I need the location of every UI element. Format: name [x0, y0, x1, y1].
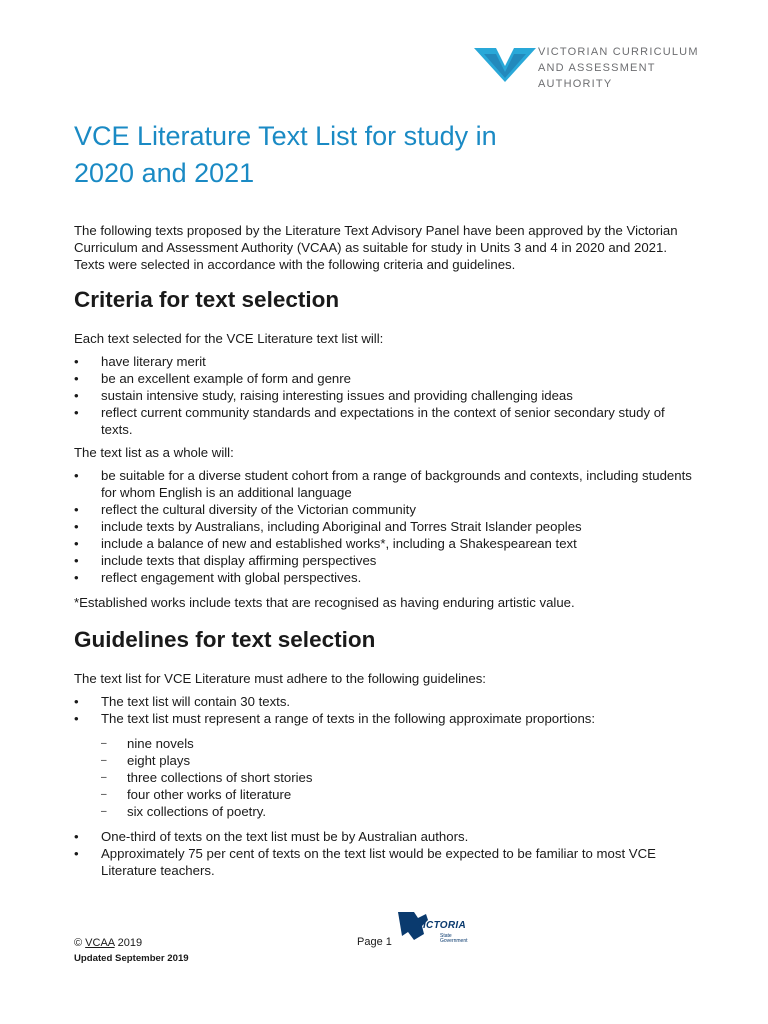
list-item: • be suitable for a diverse student cohort from a range of backgrounds and contexts, including students for whom English is an additional language [74, 467, 698, 501]
proportions-list [101, 735, 698, 820]
list-item: • include a balance of new and established works*, including a Shakespearean text [74, 535, 698, 552]
copyright-symbol: © [74, 937, 83, 949]
list-item: – six collections of poetry. [101, 803, 698, 820]
victoria-logo-sub-line1: State [440, 933, 452, 939]
established-works-note: *Established works include texts that are recognised as having enduring artistic value. [74, 595, 575, 610]
copyright-year: 2019 [117, 937, 143, 949]
criteria-list-1 [74, 353, 698, 438]
document-body [74, 222, 698, 885]
list-item: • have literary merit [74, 353, 698, 370]
guidelines-list-b [74, 828, 698, 879]
list-item: – four other works of literature [101, 786, 698, 803]
list-item: • sustain intensive study, raising interesting issues and providing challenging ideas [74, 387, 698, 404]
page-title [74, 118, 694, 192]
criteria-lead-1: Each text selected for the VCE Literature text list will: [74, 331, 384, 346]
victoria-logo-subtext [440, 934, 468, 944]
intro-paragraph: The following texts proposed by the Literature Text Advisory Panel have been approved by the Victorian Curriculum and Assessment Authority (VCAA) as suitable for study in Units 3 and 4 in 2020 and 2021. Texts were selected in accordance with the following criteria and guidelines. [74, 223, 678, 272]
list-item: • reflect current community standards and expectations in the context of senior secondary study of texts. [74, 404, 698, 438]
list-item: – nine novels [101, 735, 698, 752]
page-number: Page 1 [357, 936, 392, 948]
criteria-lead-2: The text list as a whole will: [74, 445, 234, 460]
list-item: – eight plays [101, 752, 698, 769]
list-item: • reflect engagement with global perspectives. [74, 569, 698, 586]
updated-date: Updated September 2019 [74, 953, 189, 964]
criteria-list-2 [74, 467, 698, 586]
guidelines-lead: The text list for VCE Literature must adhere to the following guidelines: [74, 671, 486, 686]
criteria-heading: Criteria for text selection [74, 287, 340, 312]
list-item: • The text list must represent a range of texts in the following approximate proportions: [74, 710, 698, 727]
vcaa-chevron-icon [474, 44, 536, 84]
list-item: • One-third of texts on the text list must be by Australian authors. [74, 828, 698, 845]
victoria-logo-text: VICTORIA [416, 920, 466, 931]
page-title-line1: VCE Literature Text List for study in [74, 121, 497, 151]
list-item: • include texts that display affirming perspectives [74, 552, 698, 569]
list-item: • Approximately 75 per cent of texts on the text list would be expected to be familiar to most VCE Literature teachers. [74, 845, 698, 879]
org-name-line1: VICTORIAN CURRICULUM [538, 46, 699, 58]
list-item: • The text list will contain 30 texts. [74, 693, 698, 710]
guidelines-list-a [74, 693, 698, 727]
vcaa-wordmark [538, 44, 704, 92]
page-title-line2: 2020 and 2021 [74, 158, 255, 188]
footer-copyright [74, 936, 189, 966]
vcaa-logo [474, 44, 704, 90]
list-item: • reflect the cultural diversity of the Victorian community [74, 501, 698, 518]
list-item: – three collections of short stories [101, 769, 698, 786]
guidelines-heading: Guidelines for text selection [74, 627, 376, 652]
list-item: • include texts by Australians, including Aboriginal and Torres Strait Islander peoples [74, 518, 698, 535]
list-item: • be an excellent example of form and genre [74, 370, 698, 387]
vcaa-link[interactable]: VCAA [85, 937, 115, 949]
org-name-line2: AND ASSESSMENT AUTHORITY [538, 62, 656, 90]
victoria-logo-sub-line2: Government [440, 938, 468, 944]
